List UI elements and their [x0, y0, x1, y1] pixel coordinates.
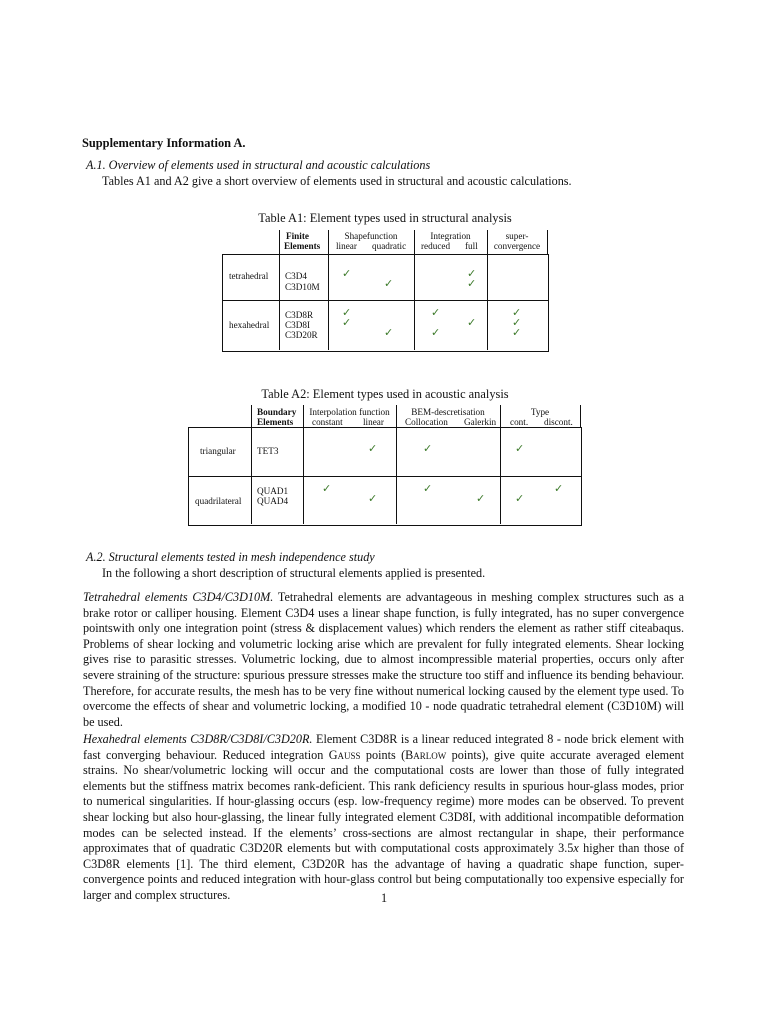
- a1-intro: Tables A1 and A2 give a short overview of elements used in structural and acoustic calculations.: [102, 174, 572, 188]
- paragraph-tetrahedral-body: Tetrahedral elements are advantageous in meshing complex structures such as a brake rotor or calliper housing. Element C3D4 uses a linear shape function, is fully integrated, has no super convergence pointswith only one integration point (stress & displacement values) which renders the element as rather stiff citeabaqus. Problems of shear locking and volumetric locking arise which are prevalent for fully integrated elements. Shear locking gives rise to parasitic stresses. Volumetric locking, due to almost incompressible material properties, occurs only after severe straining of the structure: spurious pressure stresses make the structure too stiff and influence its bending behaviour. Therefore, for accurate results, the mesh has to be very fine without numerical locking caused by the element type used. To overcome the effects of shear and volumetric locking, a modified 10 - node quadratic tetrahedral element (C3D10M) will be used.: [83, 590, 684, 729]
- check-mark: ✓: [431, 327, 441, 339]
- a2-head-bem: BEM-descretisation: [411, 407, 485, 417]
- check-mark: ✓: [368, 493, 378, 505]
- gauss-name: Gauss: [328, 747, 361, 762]
- check-mark: ✓: [368, 443, 378, 455]
- check-mark: ✓: [467, 268, 477, 280]
- a1-head-integration: Integration: [430, 231, 471, 241]
- check-mark: ✓: [322, 483, 332, 495]
- a1-head-linear: linear: [336, 241, 357, 251]
- a2-head-elements: Elements: [257, 417, 294, 427]
- check-mark: ✓: [512, 317, 522, 329]
- a1-row-c3d20r: C3D20R: [285, 330, 318, 340]
- a2-head-galerkin: Galerkin: [464, 417, 497, 427]
- check-mark: ✓: [515, 493, 525, 505]
- check-mark: ✓: [423, 443, 433, 455]
- a2-head-boundary: Boundary: [257, 407, 297, 417]
- a1-row-c3d8r: C3D8R: [285, 310, 314, 320]
- paragraph-hexahedral: [83, 732, 684, 904]
- a1-head-full: full: [465, 241, 478, 251]
- check-mark: ✓: [342, 307, 352, 319]
- section-title: Supplementary Information A.: [82, 136, 246, 150]
- paragraph-tetrahedral-lead: Tetrahedral elements C3D4/C3D10M.: [83, 590, 274, 604]
- a2-head-cont: cont.: [510, 417, 529, 427]
- check-mark: ✓: [467, 278, 477, 290]
- subsection-a1-heading: A.1. Overview of elements used in structural and acoustic calculations: [86, 158, 431, 172]
- a1-row-c3d10m: C3D10M: [285, 282, 320, 292]
- check-mark: ✓: [512, 307, 522, 319]
- a2-head-interpolation: Interpolation function: [309, 407, 390, 417]
- a1-head-finite: Finite: [286, 231, 309, 241]
- check-mark: ✓: [512, 327, 522, 339]
- a2-head-type: Type: [530, 407, 550, 417]
- a1-row-c3d4: C3D4: [285, 271, 307, 281]
- check-mark: ✓: [423, 483, 433, 495]
- a1-head-quadratic: quadratic: [372, 241, 407, 251]
- check-mark: ✓: [431, 307, 441, 319]
- check-mark: ✓: [342, 317, 352, 329]
- a2-row-quad4: QUAD4: [257, 496, 289, 506]
- a2-group-quadrilateral: quadrilateral: [195, 496, 242, 506]
- a1-head-super: super-: [505, 231, 529, 241]
- check-mark: ✓: [384, 278, 394, 290]
- a2-head-linear: linear: [363, 417, 384, 427]
- a1-head-reduced: reduced: [421, 241, 451, 251]
- paragraph-hexahedral-text: points), give quite accurate averaged element strains. No shear/volumetric locking will occur and the computational costs are lower than those of fully integrated elements but the stiffness matrix becomes rank-deficient. This rank deficiency results in spurious hour-glass modes, prior to numerical singularities. If hour-glassing occurs (esp. low-frequency regime) more modes can be observed. To prevent shear locking but also hour-glassing, the linear fully integrated element C3D8I, with additional incompatible deformation modes can be selected instead. If the elements’ cross-sections are almost rectangular in shape, their performance approximates that of quadratic C3D20R elements but with computational costs approximately 3.5: [83, 747, 685, 856]
- a2-intro: In the following a short description of structural elements applied is presented.: [102, 566, 486, 580]
- multiplier-x: x: [573, 841, 579, 856]
- check-mark: ✓: [384, 327, 394, 339]
- check-mark: ✓: [342, 268, 352, 280]
- paragraph-hexahedral-text: higher than those of C3D8R elements [1]. The third element, C3D20R has the advantage of having a quadratic shape function, super-convergence points and reduced integration with hour-glass control but being computationally too expensive especially for larger and complex structures.: [83, 841, 685, 902]
- a2-row-tet3: TET3: [257, 446, 279, 456]
- check-mark: ✓: [467, 317, 477, 329]
- paragraph-tetrahedral: [83, 590, 684, 730]
- paragraph-hexahedral-lead: Hexahedral elements C3D8R/C3D8I/C3D20R.: [83, 732, 313, 746]
- table-a2-caption: Table A2: Element types used in acoustic analysis: [261, 387, 509, 401]
- a2-group-triangular: triangular: [200, 446, 236, 456]
- check-mark: ✓: [554, 483, 564, 495]
- page-number: 1: [380, 891, 388, 905]
- a2-head-discont: discont.: [544, 417, 573, 427]
- subsection-a2-heading: A.2. Structural elements tested in mesh independence study: [86, 550, 375, 564]
- a1-row-c3d8i: C3D8I: [285, 320, 311, 330]
- a1-head-convergence: convergence: [493, 241, 541, 251]
- a2-head-constant: constant: [312, 417, 343, 427]
- a2-head-collocation: Collocation: [405, 417, 448, 427]
- paragraph-hexahedral-text: points (: [360, 747, 406, 762]
- paragraph-hexahedral-text: Element C3D8R is a linear reduced integrated 8 - node brick element with fast converging behaviour. Reduced integration: [83, 732, 685, 762]
- barlow-name: Barlow: [405, 747, 447, 762]
- a1-head-shapefunction: Shapefunction: [344, 231, 398, 241]
- table-a1-caption: Table A1: Element types used in structural analysis: [258, 211, 512, 225]
- a2-row-quad1: QUAD1: [257, 486, 289, 496]
- a1-group-hexahedral: hexahedral: [229, 320, 270, 330]
- check-mark: ✓: [476, 493, 486, 505]
- a1-group-tetrahedral: tetrahedral: [229, 271, 269, 281]
- check-mark: ✓: [515, 443, 525, 455]
- a1-head-elements: Elements: [284, 241, 321, 251]
